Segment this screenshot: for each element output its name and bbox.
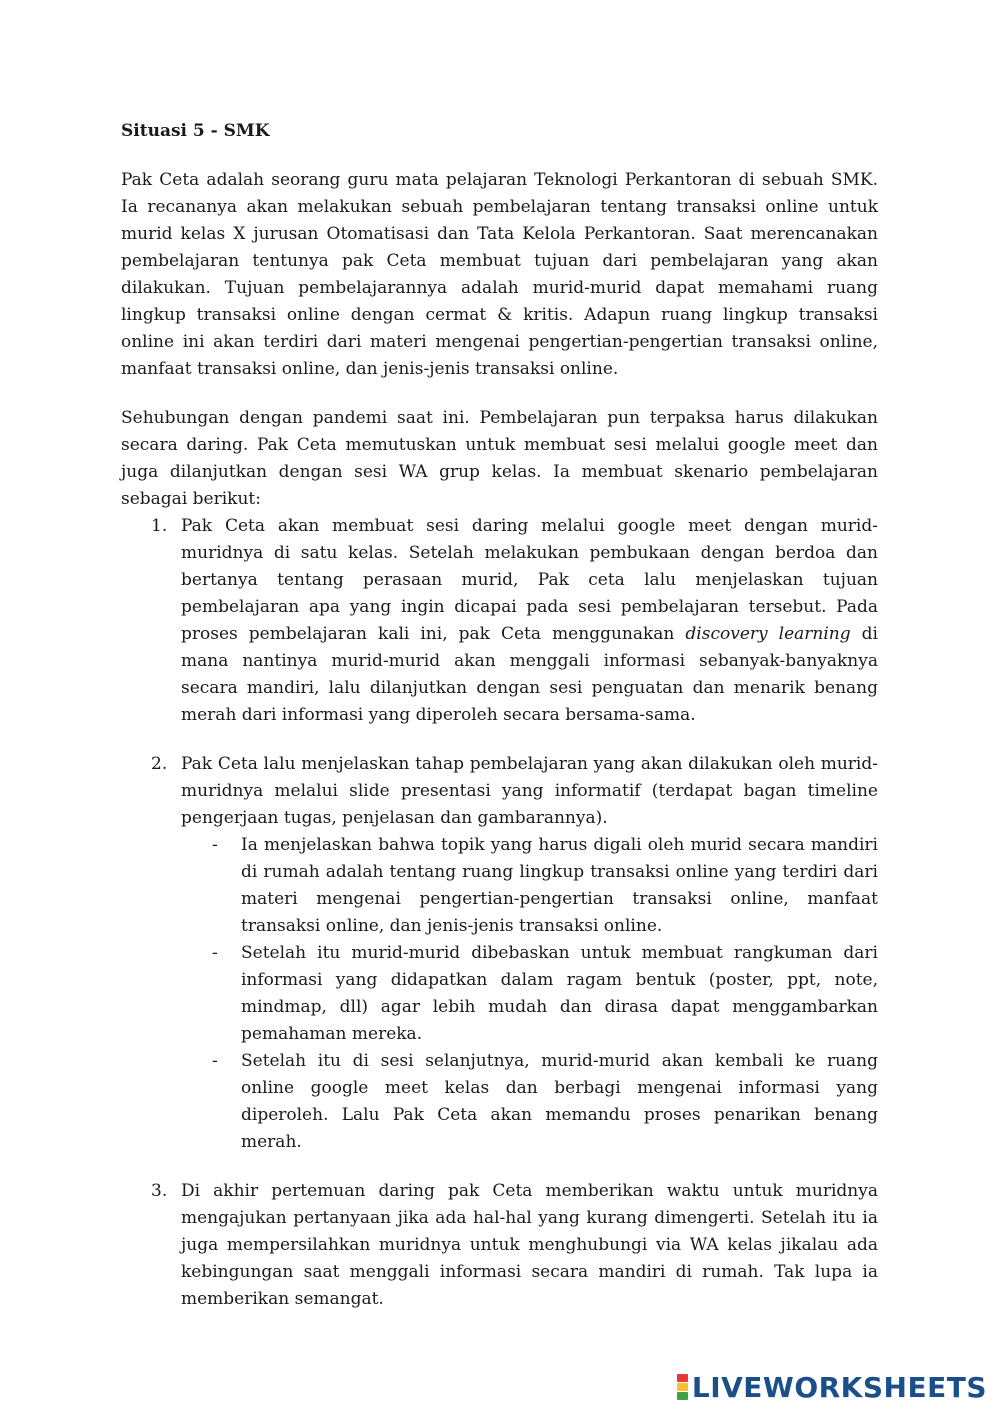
subitem-text: Ia menjelaskan bahwa topik yang harus digali oleh murid secara mandiri di rumah adalah tentang ruang lingkup transaksi online yang terdiri dari materi mengenai pengertian-pengertian transaksi online, manfaat transaksi online, dan jenis-jenis transaksi online.	[241, 835, 878, 936]
scenario-steps	[121, 513, 878, 1313]
liveworksheets-logo	[677, 1371, 987, 1403]
scenario-step-3	[121, 1178, 878, 1313]
logo-block	[677, 1374, 688, 1382]
subitem	[181, 1048, 878, 1156]
scenario-step-2	[121, 751, 878, 1156]
logo-text: LIVEWORKSHEETS	[691, 1370, 987, 1404]
context-paragraph: Sehubungan dengan pandemi saat ini. Pembelajaran pun terpaksa harus dilakukan secara daring. Pak Ceta memutuskan untuk membuat sesi melalui google meet dan juga dilanjutkan dengan sesi WA grup kelas. Ia membuat skenario pembelajaran sebagai berikut:	[121, 408, 878, 509]
step-text: Di akhir pertemuan daring pak Ceta memberikan waktu untuk muridnya mengajukan pertanyaan jika ada hal-hal yang kurang dimengerti. Setelah itu ia juga mempersilahkan muridnya untuk menghubungi via WA kelas jikalau ada kebingungan saat menggali informasi secara mandiri di rumah. Tak lupa ia memberikan semangat.	[181, 1181, 878, 1309]
step-italic-term: discovery learning	[685, 624, 851, 644]
document-page	[121, 118, 878, 1335]
subitem-text: Setelah itu murid-murid dibebaskan untuk membuat rangkuman dari informasi yang didapatkan dalam ragam bentuk (poster, ppt, note, mindmap, dll) agar lebih mudah dan dirasa dapat menggambarkan pemahaman mereka.	[241, 943, 878, 1044]
step-number: 3.	[151, 1181, 168, 1201]
step-subitems	[181, 832, 878, 1156]
step-text-before: Pak Ceta akan membuat sesi daring melalui google meet dengan murid-muridnya di satu kelas. Setelah melakukan pembukaan dengan berdoa dan bertanya tentang perasaan murid, Pak ceta lalu menjelaskan tujuan pembelajaran apa yang ingin dicapai pada sesi pembelajaran tersebut. Pada proses pembelajaran kali ini, pak Ceta menggunakan	[181, 516, 878, 644]
logo-block	[677, 1392, 688, 1400]
intro-paragraph: Pak Ceta adalah seorang guru mata pelajaran Teknologi Perkantoran di sebuah SMK. Ia recananya akan melakukan sebuah pembelajaran tentang transaksi online untuk murid kelas X jurusan Otomatisasi dan Tata Kelola Perkantoran. Saat merencanakan pembelajaran tentunya pak Ceta membuat tujuan dari pembelajaran yang akan dilakukan. Tujuan pembelajarannya adalah murid-murid dapat memahami ruang lingkup transaksi online dengan cermat & kritis. Adapun ruang lingkup transaksi online ini akan terdiri dari materi mengenai pengertian-pengertian transaksi online, manfaat transaksi online, dan jenis-jenis transaksi online.	[121, 170, 878, 379]
step-number: 2.	[151, 754, 168, 774]
step-text-after: di mana nantinya murid-murid akan menggali informasi sebanyak-banyaknya secara mandiri, lalu dilanjutkan dengan sesi penguatan dan menarik benang merah dari informasi yang diperoleh secara bersama-sama.	[181, 624, 878, 725]
dash-bullet: -	[212, 835, 218, 855]
step-number: 1.	[151, 516, 168, 536]
step-text: Pak Ceta lalu menjelaskan tahap pembelajaran yang akan dilakukan oleh murid-muridnya melalui slide presentasi yang informatif (terdapat bagan timeline pengerjaan tugas, penjelasan dan gambarannya).	[181, 754, 878, 828]
dash-bullet: -	[212, 943, 218, 963]
scenario-step-1	[121, 513, 878, 729]
dash-bullet: -	[212, 1051, 218, 1071]
logo-block	[677, 1383, 688, 1391]
logo-color-blocks-icon	[677, 1374, 688, 1400]
document-heading: Situasi 5 - SMK	[121, 121, 270, 141]
subitem	[181, 940, 878, 1048]
subitem	[181, 832, 878, 940]
subitem-text: Setelah itu di sesi selanjutnya, murid-murid akan kembali ke ruang online google meet kelas dan berbagi mengenai informasi yang diperoleh. Lalu Pak Ceta akan memandu proses penarikan benang merah.	[241, 1051, 878, 1152]
